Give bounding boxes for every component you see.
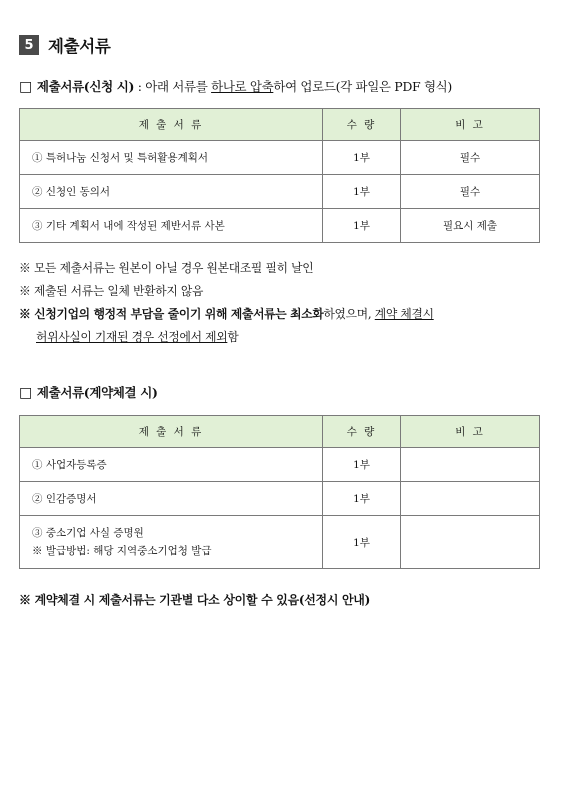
header-documents: 제 출 서 류 (20, 109, 323, 141)
contract-heading (19, 383, 158, 401)
quantity-cell: 1부 (323, 175, 401, 209)
checkbox-square-icon: □ (19, 385, 32, 401)
issuance-method-note: ※ 발급방법: 해당 지역중소기업청 발급 (32, 545, 212, 557)
selection-heading: □ 제출서류(신청 시) : 아래 서류를 하나로 압축하여 업로드(각 파일은 PDF 형식) (19, 79, 452, 95)
header-documents: 제 출 서 류 (20, 416, 323, 448)
note-minimize: ※ 신청기업의 행정적 부담을 줄이기 위해 제출서류는 최소화하였으며, 계약 체결시 (19, 307, 434, 321)
note-original-copy: ※ 모든 제출서류는 원본이 아닐 경우 원본대조필 필히 날인 (19, 261, 314, 275)
remarks-cell: 필요시 제출 (401, 209, 540, 243)
note-minimize-continued: 허위사실이 기재된 경우 선정에서 제외함 (36, 330, 239, 344)
document-cell: ② 신청인 동의서 (20, 175, 323, 209)
section-title: 제출서류 (48, 37, 111, 56)
contract-documents-table (19, 415, 540, 569)
selection-notes (19, 257, 559, 349)
checkbox-square-icon: □ (19, 79, 32, 95)
document-cell: ① 특허나눔 신청서 및 특허활용계획서 (20, 141, 323, 175)
remarks-cell: 필수 (401, 175, 540, 209)
quantity-cell: 1부 (323, 209, 401, 243)
header-quantity: 수 량 (323, 416, 401, 448)
quantity-cell: 1부 (323, 448, 401, 482)
table-header-row (20, 109, 540, 141)
table-row (20, 209, 540, 243)
table-row (20, 516, 540, 569)
document-cell: ③ 중소기업 사실 증명원 ※ 발급방법: 해당 지역중소기업청 발급 (20, 516, 323, 569)
document-cell: ② 인감증명서 (20, 482, 323, 516)
header-remarks: 비 고 (401, 109, 540, 141)
contract-heading-title: 제출서류(계약체결 시) (36, 385, 158, 400)
compress-emphasis: 하나로 압축 (211, 79, 274, 94)
table-row (20, 141, 540, 175)
quantity-cell: 1부 (323, 482, 401, 516)
remarks-cell: 필수 (401, 141, 540, 175)
table-row (20, 175, 540, 209)
contract-final-note: ※ 계약체결 시 제출서류는 기관별 다소 상이할 수 있음(선정시 안내) (19, 593, 370, 607)
table-row (20, 448, 540, 482)
document-cell: ③ 기타 계획서 내에 작성된 제반서류 사본 (20, 209, 323, 243)
table-row (20, 482, 540, 516)
section-header (19, 33, 111, 57)
header-quantity: 수 량 (323, 109, 401, 141)
selection-documents-table (19, 108, 540, 243)
note-no-return: ※ 제출된 서류는 일체 반환하지 않음 (19, 284, 204, 298)
quantity-cell: 1부 (323, 141, 401, 175)
remarks-cell (401, 448, 540, 482)
selection-heading-title: 제출서류(신청 시) (36, 79, 135, 94)
remarks-cell (401, 516, 540, 569)
document-cell: ① 사업자등록증 (20, 448, 323, 482)
section-number-badge: 5 (19, 35, 39, 55)
table-header-row (20, 416, 540, 448)
quantity-cell: 1부 (323, 516, 401, 569)
header-remarks: 비 고 (401, 416, 540, 448)
remarks-cell (401, 482, 540, 516)
